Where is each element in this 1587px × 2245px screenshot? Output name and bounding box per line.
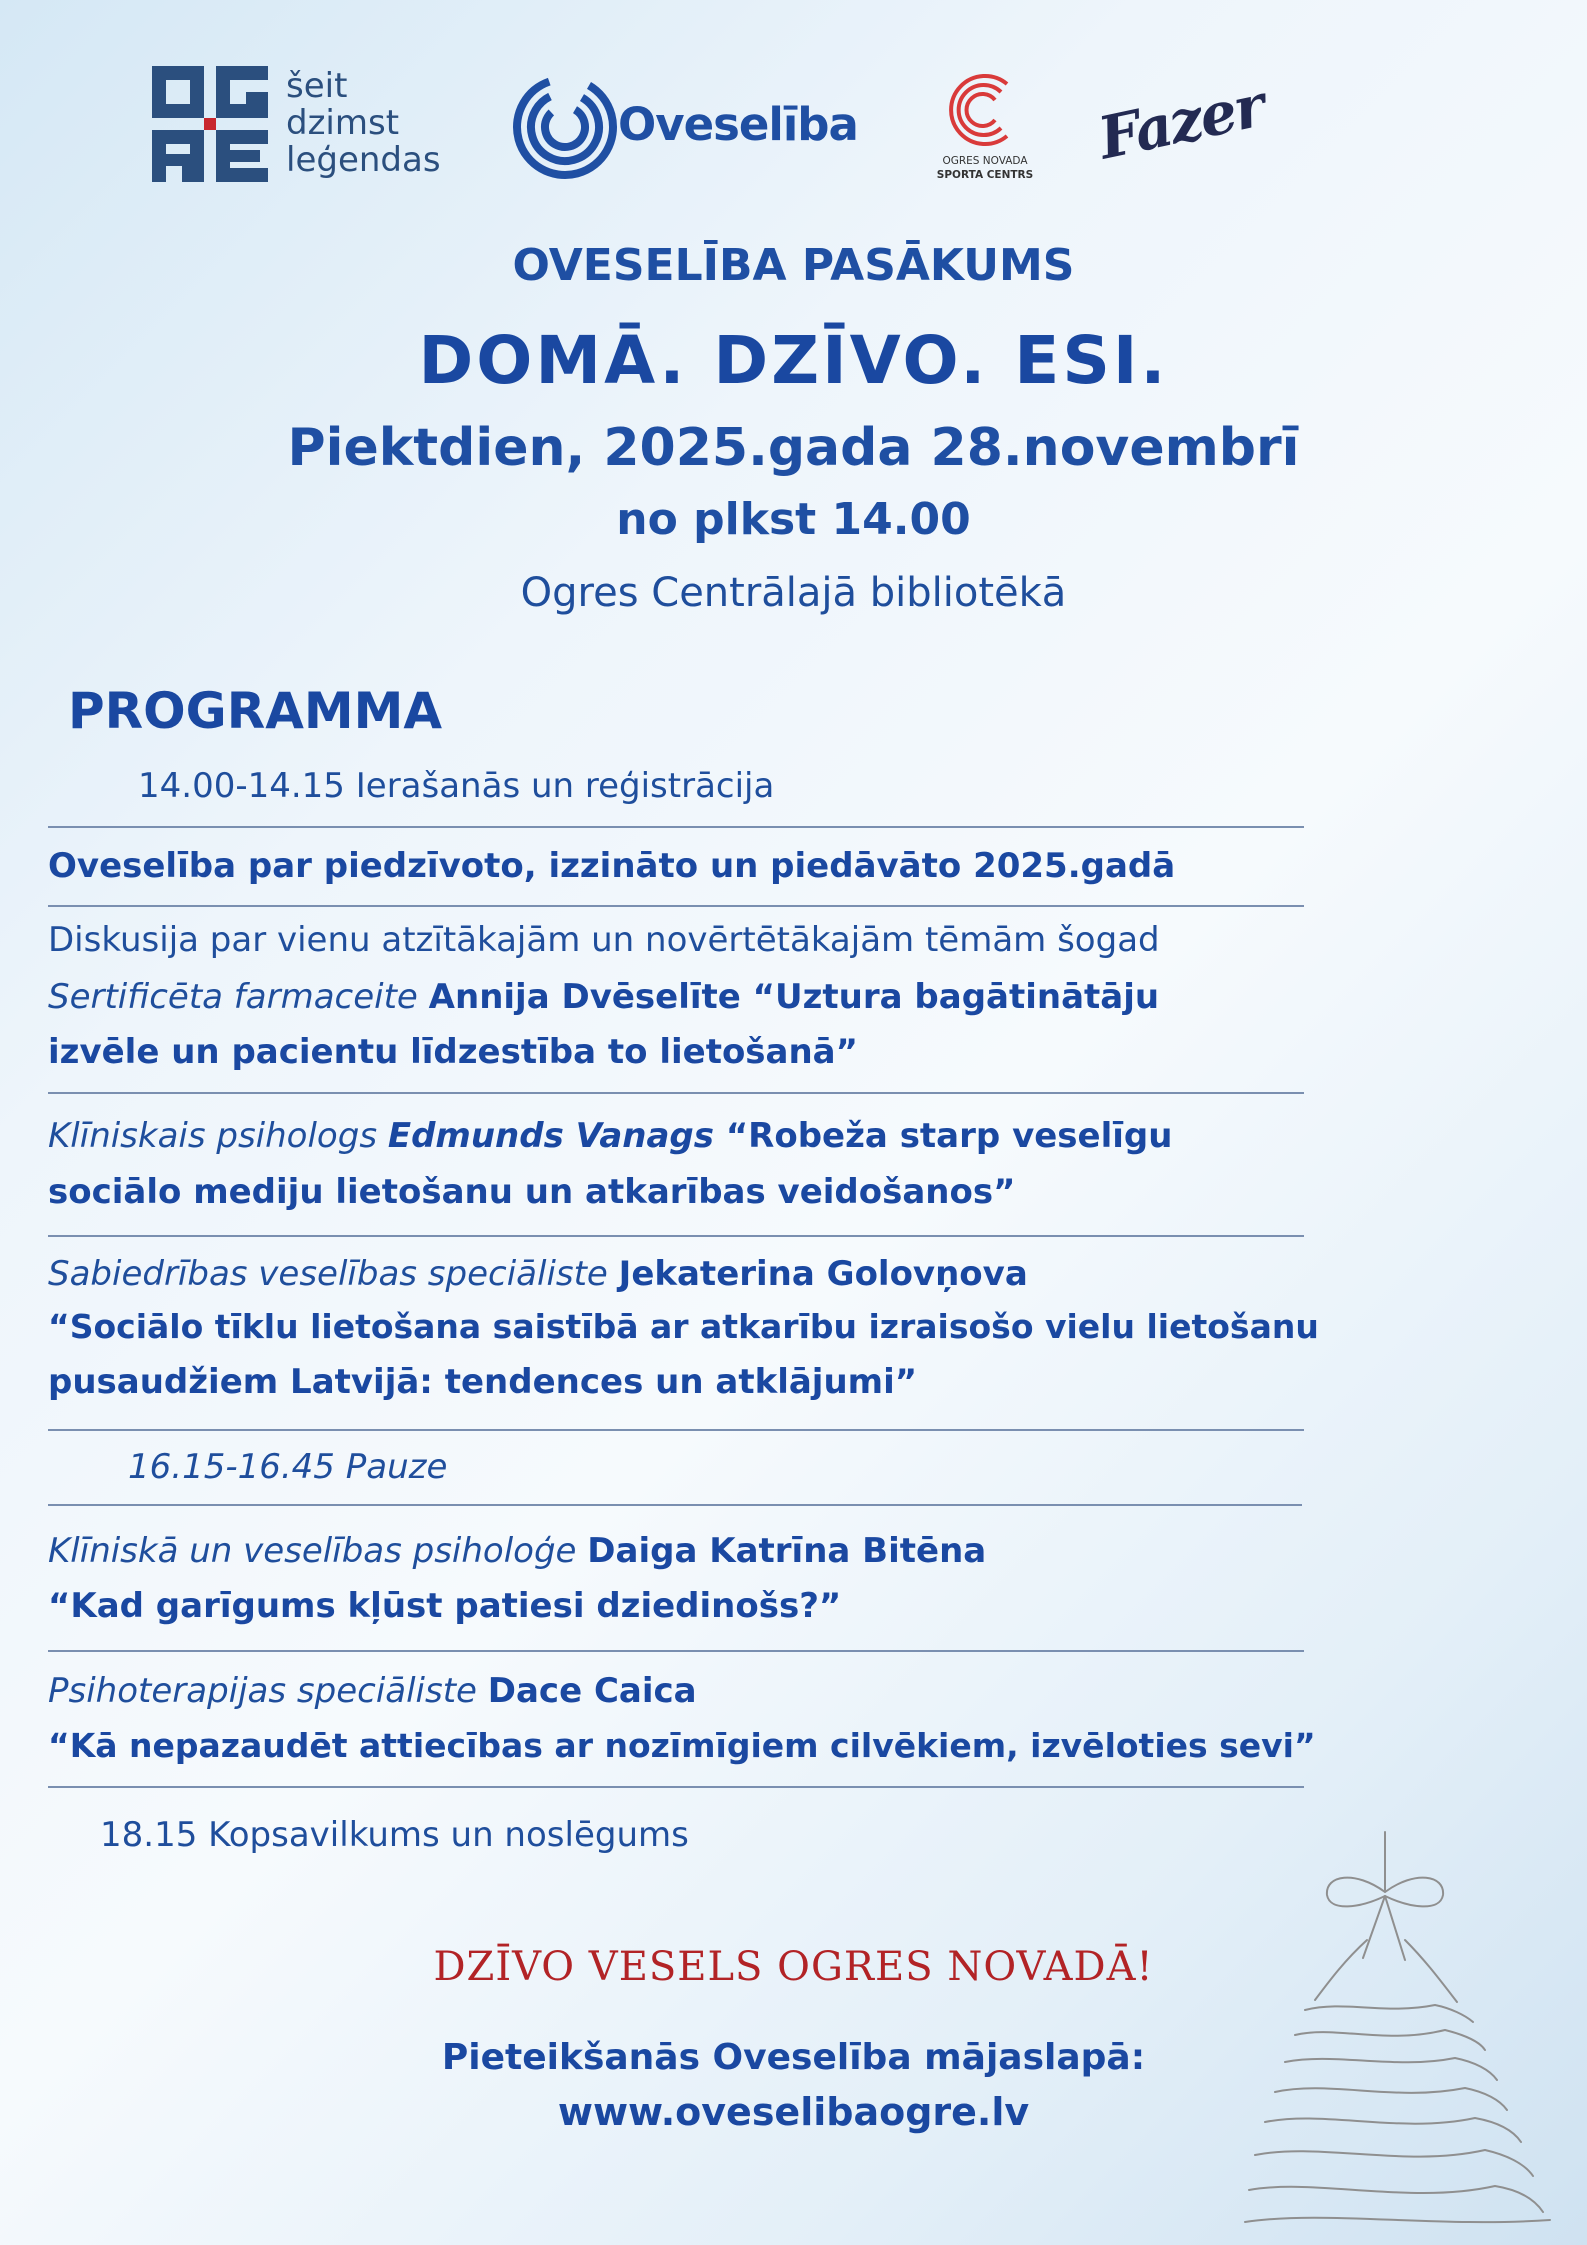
footer-motto: DZĪVO VESELS OGRES NOVADĀ!	[433, 1944, 1154, 1990]
event-time: no plkst 14.00	[616, 494, 971, 545]
divider	[48, 1429, 1304, 1431]
speaker-role: Sertificēta farmaceite	[48, 977, 429, 1017]
oveseliba-logo-icon	[510, 72, 620, 182]
divider	[48, 1092, 1304, 1094]
ogre-logo	[152, 66, 482, 186]
speaker-name: Edmunds Vanags	[387, 1116, 714, 1156]
speaker-1-topic: izvēle un pacientu līdzestība to lietošanā”	[48, 1032, 858, 1072]
speaker-role: Klīniskais psihologs	[48, 1116, 388, 1156]
program-pause: 16.15-16.45 Pauze	[128, 1447, 448, 1487]
divider	[48, 1235, 1304, 1237]
ogre-tagline-line: šeit	[286, 66, 348, 106]
divider	[48, 826, 1304, 828]
speaker-3	[48, 1250, 1028, 1298]
sport-centre-line2: SPORTA CENTRS	[936, 169, 1034, 181]
event-subtitle: OVESELĪBA PASĀKUMS	[512, 240, 1075, 291]
speaker-1	[48, 973, 1159, 1021]
program-closing: 18.15 Kopsavilkums un noslēgums	[100, 1815, 689, 1855]
divider	[48, 1786, 1304, 1788]
sport-centre-logo	[915, 66, 1055, 186]
registration-text: Pieteikšanās Oveselība mājaslapā:	[441, 2037, 1146, 2078]
oveseliba-logo-text: Oveselība	[618, 98, 858, 151]
fazer-logo-icon: Fazer	[1092, 71, 1270, 173]
divider	[48, 905, 1304, 907]
speaker-role: Sabiedrības veselības speciāliste	[48, 1254, 619, 1294]
speaker-5	[48, 1667, 697, 1715]
speaker-5-topic: “Kā nepazaudēt attiecības ar nozīmīgiem cilvēkiem, izvēloties sevi”	[48, 1726, 1316, 1765]
program-block-title: Oveselība par piedzīvoto, izzināto un piedāvāto 2025.gadā	[48, 846, 1176, 886]
program-arrival: 14.00-14.15 Ierašanās un reģistrācija	[138, 766, 775, 806]
speaker-role: Klīniskā un veselības psiholoģe	[48, 1531, 588, 1571]
fazer-logo	[1090, 70, 1270, 190]
ogre-logo-icon	[152, 66, 268, 182]
speaker-name: Daiga Katrīna Bitēna	[587, 1531, 987, 1571]
speaker-4	[48, 1527, 986, 1575]
speaker-2	[48, 1112, 1172, 1160]
oveseliba-logo	[510, 72, 870, 182]
speaker-4-topic: “Kad garīgums kļūst patiesi dziedinošs?”	[48, 1586, 842, 1626]
speaker-role: Psihoterapijas speciāliste	[48, 1671, 488, 1711]
christmas-tree-icon	[1235, 1830, 1555, 2230]
sport-centre-line1: OGRES NOVADA	[942, 155, 1028, 167]
speaker-name: Dace Caica	[487, 1671, 697, 1711]
ogre-tagline-line: leģendas	[286, 140, 441, 180]
speaker-topic: “Robeža starp veselīgu	[714, 1116, 1173, 1156]
divider	[48, 1650, 1304, 1652]
speaker-3-topic: “Sociālo tīklu lietošana saistībā ar atkarību izraisošo vielu lietošanu	[48, 1307, 1319, 1346]
sport-centre-logo-icon	[915, 66, 1055, 154]
ogre-tagline	[286, 68, 441, 179]
speaker-name: Jekaterina Golovņova	[618, 1254, 1028, 1294]
speaker-name-topic: Annija Dvēselīte “Uztura bagātinātāju	[428, 977, 1160, 1017]
ogre-tagline-line: dzimst	[286, 103, 400, 143]
program-heading: PROGRAMMA	[68, 682, 443, 740]
website-link[interactable]: www.oveselibaogre.lv	[557, 2090, 1030, 2134]
speaker-2-topic: sociālo mediju lietošanu un atkarības veidošanos”	[48, 1172, 1016, 1212]
divider	[48, 1504, 1302, 1506]
program-discussion: Diskusija par vienu atzītākajām un novērtētākajām tēmām šogad	[48, 920, 1160, 960]
event-date: Piektdien, 2025.gada 28.novembrī	[287, 418, 1300, 478]
event-place: Ogres Centrālajā bibliotēkā	[520, 570, 1067, 616]
event-title: DOMĀ. DZĪVO. ESI.	[418, 322, 1169, 399]
speaker-3-topic: pusaudžiem Latvijā: tendences un atklājumi”	[48, 1362, 918, 1402]
